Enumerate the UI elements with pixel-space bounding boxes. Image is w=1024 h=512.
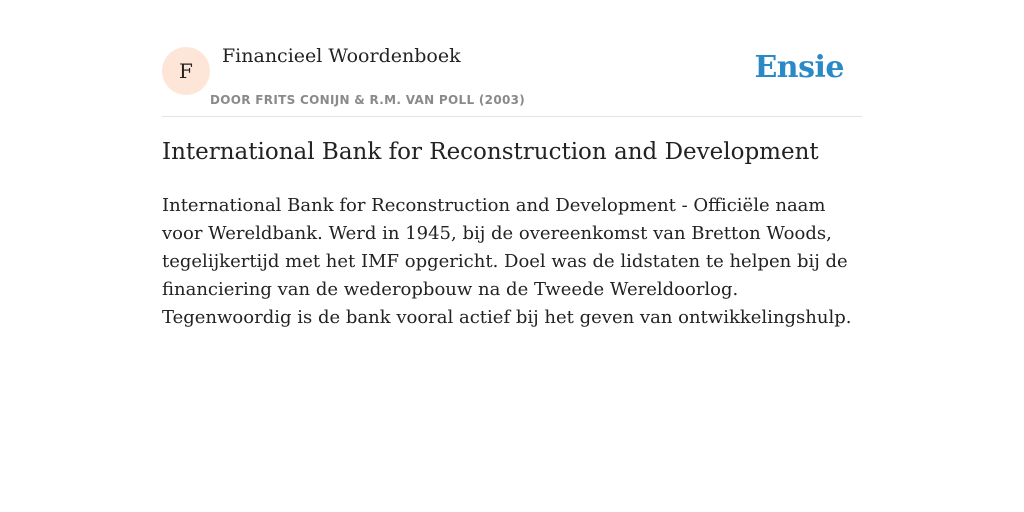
dictionary-author: DOOR FRITS CONIJN & R.M. VAN POLL (2003) xyxy=(210,93,526,107)
dictionary-header xyxy=(162,0,862,117)
entry-title: International Bank for Reconstruction and Development xyxy=(162,139,819,165)
dictionary-title[interactable]: Financieel Woordenboek xyxy=(222,45,461,67)
dictionary-avatar[interactable]: F xyxy=(162,47,210,95)
page-container xyxy=(162,0,862,328)
entry-definition: International Bank for Reconstruction and Development - Officiële naam voor Wereldbank. Werd in 1945, bij de overeenkomst van Bretton Woods, tegelijkertijd met het IMF opgericht. Doel was de lidstaten te helpen bij de financiering van de wederopbouw na de Tweede Wereldoorlog. Tegenwoordig is de bank vooral actief bij het geven van ontwikkelingshulp. xyxy=(162,195,852,328)
ensie-logo[interactable]: Ensie xyxy=(754,50,844,85)
